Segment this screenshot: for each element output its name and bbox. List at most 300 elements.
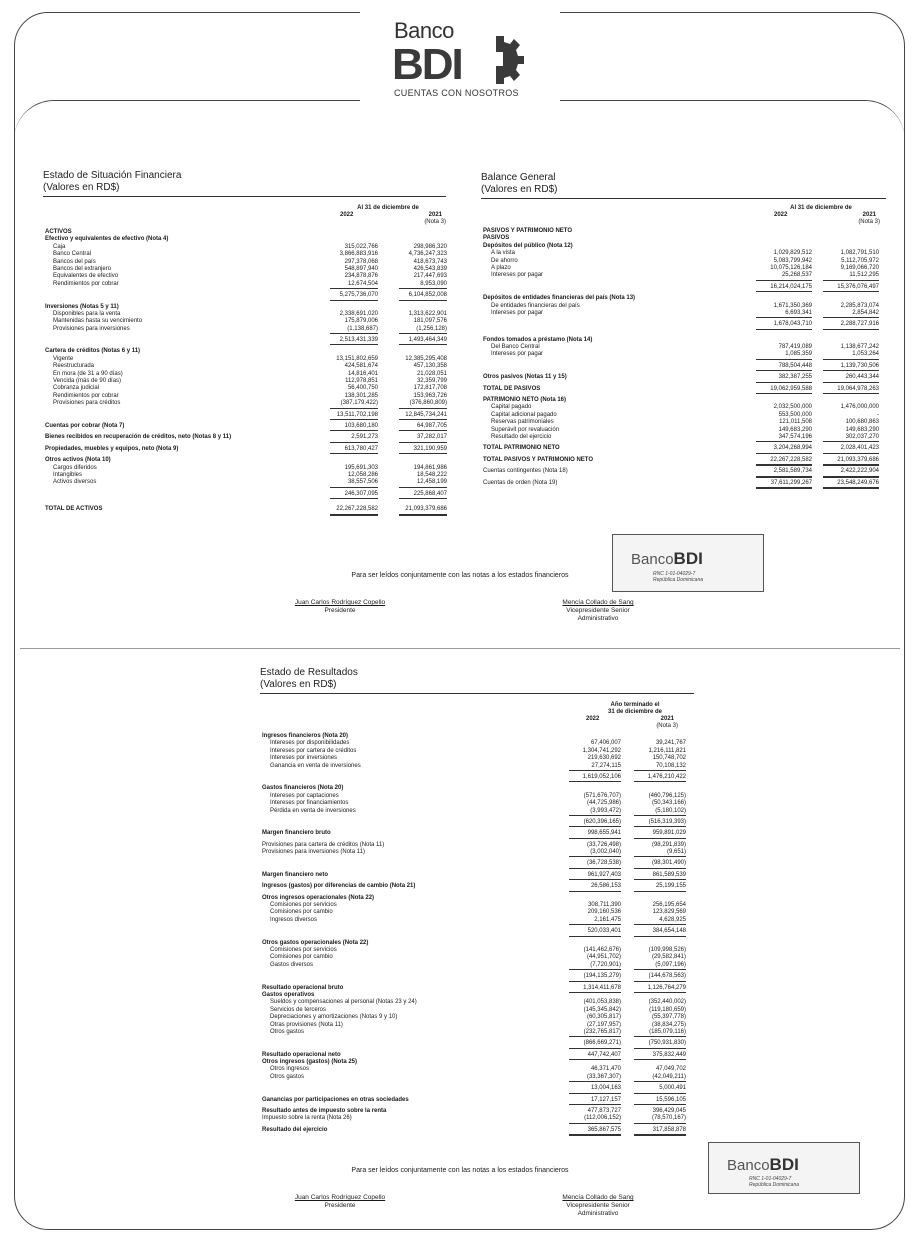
value-2021: 8,953,090 [399, 281, 447, 289]
stamp-rnc [653, 571, 703, 583]
value-2022: (33,726,498) [586, 841, 621, 848]
row-spacer [45, 498, 447, 506]
value-2021: 4,628,925 [634, 917, 686, 925]
table-row [45, 472, 447, 479]
table-row [483, 337, 882, 344]
value-2021: 2,028,401,423 [823, 445, 879, 453]
value-2021: 1,313,622,901 [408, 310, 447, 317]
row-label: Depósitos del público (Nota 12) [483, 242, 573, 249]
value-2022: 14,816,401 [347, 370, 378, 377]
row-label: Depósitos de entidades financieras del país (Nota 13) [483, 295, 636, 302]
signer-title: Presidente [324, 1202, 356, 1209]
value-2022: 17,127,157 [569, 1097, 621, 1105]
row-label: Impuesto sobre la renta (Nota 26) [262, 1115, 352, 1122]
table-row [262, 1052, 694, 1059]
value-2022: 1,085,359 [756, 351, 812, 359]
value-2022: (387,179,422) [330, 400, 378, 408]
value-2021: (50,343,166) [651, 800, 686, 807]
stamp-rnc-number: RNC 1-01-04029-7 [653, 571, 696, 577]
table-row [262, 962, 694, 969]
table-row [262, 1007, 694, 1014]
table-row [262, 1014, 694, 1021]
value-2022: 112,978,851 [345, 378, 378, 385]
value-2021: (185,079,116) [634, 1029, 686, 1037]
value-2022: 22,267,228,582 [330, 506, 378, 515]
signer-title-2: Administrativo [577, 615, 619, 622]
row-label: A la vista [491, 250, 516, 257]
table-row [262, 940, 694, 947]
value-2021: 4,736,247,323 [408, 251, 447, 258]
row-label: Intereses por pagar [491, 351, 544, 358]
row-label: A plazo [491, 264, 511, 271]
value-2021: 15,376,076,497 [823, 284, 879, 292]
table-row [262, 1108, 694, 1115]
signer-name: Mencía Collado de Sang [562, 1194, 634, 1201]
value-2022: 961,927,403 [569, 872, 621, 880]
row-label: Resultado del ejercicio [491, 433, 552, 440]
value-2021: 861,589,539 [634, 872, 686, 880]
logo-bdi-text: BDI [392, 40, 462, 89]
value-2022: (1,138,687) [330, 326, 378, 334]
table-row [483, 434, 882, 441]
table-row [262, 830, 694, 837]
table-row [483, 250, 882, 257]
row-label: Cobranza judicial [53, 385, 100, 392]
liabilities-date-header: Al 31 de diciembre de [790, 205, 852, 211]
value-2022: 2,161,475 [569, 917, 621, 925]
stamp-logo-text [631, 549, 703, 569]
bank-stamp [708, 1142, 860, 1194]
value-2021: (144,678,563) [634, 973, 686, 981]
row-label: Otros gastos operacionales (Nota 22) [262, 939, 369, 946]
table-row [262, 1085, 694, 1092]
value-2022: 219,630,692 [587, 755, 621, 762]
value-2021: 70,108,132 [634, 763, 686, 771]
value-2022: 447,742,407 [569, 1052, 621, 1060]
table-row [45, 446, 447, 453]
table-row [483, 265, 882, 272]
row-label: Fondos tomados a préstamo (Nota 14) [483, 336, 593, 343]
row-label: Otros ingresos operacionales (Nota 22) [262, 894, 375, 901]
value-2022: 477,873,727 [587, 1108, 621, 1115]
value-2022: 382,387,255 [756, 374, 812, 382]
value-2021: 172,817,708 [413, 385, 447, 392]
table-row [262, 800, 694, 807]
row-label: Propiedades, muebles y equipos, neto (Nota 9) [45, 445, 179, 452]
value-2022: 548,897,940 [344, 265, 378, 272]
value-2021: (98,301,490) [634, 860, 686, 868]
value-2021: 426,543,839 [413, 265, 447, 272]
table-row [483, 284, 882, 291]
table-row [262, 733, 694, 740]
table-row [45, 273, 447, 280]
table-row [262, 872, 694, 879]
table-row [483, 235, 882, 242]
value-2022: (3,993,472) [569, 808, 621, 816]
row-label: Ingresos financieros (Nota 20) [262, 733, 349, 739]
assets-title: Estado de Situación Financiera [43, 170, 182, 181]
row-label: Provisiones para cartera de créditos (Nota 11) [262, 841, 385, 848]
table-row [45, 292, 447, 299]
income-header-line2: 31 de diciembre de [607, 709, 663, 715]
table-row [483, 243, 882, 250]
table-row [262, 1040, 694, 1047]
value-2021: 150,748,702 [652, 755, 686, 762]
table-row [45, 491, 447, 498]
row-label: Caja [53, 243, 66, 250]
table-row [45, 393, 447, 400]
table-row [262, 1022, 694, 1029]
value-2022: 1,304,741,292 [582, 747, 621, 754]
section-divider [20, 648, 900, 649]
row-label: Vigente [53, 355, 74, 362]
table-row [483, 344, 882, 351]
row-label: Pérdida en venta de inversiones [270, 807, 356, 814]
row-label: Intereses por cartera de créditos [270, 747, 357, 754]
logo-tagline: CUENTAS CON NOSOTROS [394, 88, 519, 98]
table-row [45, 281, 447, 288]
table-row [45, 304, 447, 311]
value-2021: (460,796,125) [648, 792, 686, 799]
income-subtitle: (Valores en RD$) [260, 679, 337, 690]
value-2021: 1,053,264 [823, 351, 879, 359]
table-row [483, 374, 882, 381]
row-label: ACTIVOS [45, 229, 72, 235]
row-label: Otros activos (Nota 10) [45, 457, 111, 464]
stamp-banco: Banco [631, 551, 674, 568]
table-row [262, 947, 694, 954]
stamp-bdi: BDI [673, 549, 703, 568]
value-2022: (571,676,707) [583, 792, 621, 799]
row-label: Ganancias por participaciones en otras sociedades [262, 1096, 409, 1103]
value-2021: 384,654,148 [634, 928, 686, 936]
row-label: Intangibles [53, 471, 83, 478]
value-2021: 418,673,743 [413, 258, 447, 265]
stamp-rnc [749, 1176, 799, 1188]
value-2021: 217,447,693 [413, 273, 447, 280]
row-label: TOTAL PATRIMONIO NETO [483, 445, 560, 452]
table-row [262, 1029, 694, 1036]
table-row [483, 363, 882, 370]
signer-title: Vicepresidente Senior [566, 1202, 630, 1209]
value-2022: 365,867,575 [569, 1127, 621, 1136]
gear-icon [482, 34, 526, 84]
row-label: Provisiones para inversiones [53, 325, 130, 332]
row-label: Comisiones por servicios [270, 946, 337, 953]
value-2021: - [877, 411, 879, 418]
value-2022: 19,062,959,588 [756, 386, 812, 394]
row-label: Intereses por disponibilidades [270, 740, 350, 747]
value-2021: 2,422,222,904 [823, 468, 879, 477]
table-row [45, 434, 447, 441]
value-2022: 103,680,180 [330, 423, 378, 431]
assets-year-note: (Nota 3) [424, 219, 446, 225]
table-row [483, 419, 882, 426]
value-2021: 302,037,270 [823, 434, 879, 442]
value-2022: (27,197,957) [586, 1021, 621, 1028]
value-2021: (516,319,393) [634, 819, 686, 827]
value-2022: 1,678,043,710 [756, 321, 812, 329]
value-2022: (112,006,152) [569, 1115, 621, 1123]
table-row [45, 378, 447, 385]
table-row [262, 917, 694, 924]
value-2022: 26,586,153 [569, 883, 621, 891]
value-2022: 38,557,506 [330, 479, 378, 487]
signer-name: Juan Carlos Rodríguez Copello [294, 599, 386, 606]
value-2022: (60,305,817) [586, 1014, 621, 1021]
row-label: Cuentas por cobrar (Nota 7) [45, 422, 125, 429]
stamp-bdi: BDI [769, 1155, 799, 1174]
value-2021: 1,126,764,279 [634, 985, 686, 993]
value-2022: 22,267,228,582 [756, 457, 812, 466]
value-2022: 315,022,766 [344, 243, 378, 250]
table-row [483, 351, 882, 358]
value-2021: 2,854,842 [823, 310, 879, 318]
table-row [45, 266, 447, 273]
table-row [262, 785, 694, 792]
value-2022: 175,879,006 [344, 318, 378, 325]
value-2021: (9,651) [634, 849, 686, 857]
value-2022: 998,655,941 [569, 830, 621, 838]
value-2022: 2,032,500,000 [773, 404, 812, 411]
table-row [45, 423, 447, 430]
value-2021: 1,082,791,510 [840, 250, 879, 257]
liabilities-title: Balance General [481, 172, 556, 183]
value-2021: 153,963,726 [413, 392, 447, 399]
value-2022: 2,591,273 [330, 434, 378, 442]
signer-title: Presidente [324, 607, 356, 614]
row-label: En mora (de 31 a 90 días) [53, 370, 123, 377]
row-label: Vencida (más de 90 días) [53, 378, 122, 385]
value-2022: 209,160,536 [587, 909, 621, 916]
row-label: De entidades financieras del país [491, 302, 580, 309]
row-label: Banco Central [53, 251, 92, 258]
value-2022: 3,866,883,916 [339, 251, 378, 258]
table-row [45, 236, 447, 243]
value-2021: 47,049,702 [655, 1066, 686, 1073]
table-row [262, 973, 694, 980]
stamp-country: República Dominicana [653, 577, 704, 583]
value-2022: 5,083,799,942 [773, 257, 812, 264]
value-2022: 56,400,750 [347, 385, 378, 392]
row-label: Cargos diferidos [53, 464, 97, 471]
signature-left-top [270, 599, 410, 615]
value-2021: 298,986,320 [413, 243, 447, 250]
value-2021: 19,064,978,263 [823, 386, 879, 394]
table-row [262, 883, 694, 890]
value-2021: 25,199,155 [634, 883, 686, 891]
liabilities-year-2022: 2022 [774, 212, 788, 218]
row-label: Comisiones por cambio [270, 954, 333, 961]
row-label: Gastos financieros (Nota 20) [262, 785, 344, 792]
row-label: Bancos del país [53, 258, 96, 265]
row-label: Cuentas contingentes (Nota 18) [483, 468, 568, 475]
value-2021: 15,596,105 [634, 1097, 686, 1105]
value-2022: 67,406,007 [590, 740, 621, 747]
table-row [262, 902, 694, 909]
liabilities-year-note: (Nota 3) [858, 219, 880, 225]
value-2021: (38,834,275) [651, 1021, 686, 1028]
value-2022: 613,780,427 [330, 446, 378, 454]
row-label: Efectivo y equivalentes de efectivo (Nota 4) [45, 236, 169, 243]
table-row [262, 1066, 694, 1073]
signature-right-top [528, 599, 668, 623]
value-2022: (3,002,040) [569, 849, 621, 857]
table-row [45, 412, 447, 419]
row-label: Disponibles para la venta [53, 310, 121, 317]
income-year-note: (Nota 3) [656, 723, 678, 729]
table-row [45, 337, 447, 344]
row-label: PATRIMONIO NETO (Nota 16) [483, 397, 567, 404]
value-2021: 64,987,705 [399, 423, 447, 431]
value-2021: 21,093,379,686 [823, 457, 879, 466]
value-2022: 25,268,537 [756, 272, 812, 280]
title-rule [260, 693, 694, 694]
row-label: Capital pagado [491, 404, 532, 411]
row-label: Intereses por financiamientos [270, 800, 349, 807]
row-label: Gastos operativos [262, 991, 315, 998]
value-2021: 23,548,249,676 [823, 480, 879, 489]
value-2022: 10,075,126,184 [770, 264, 812, 271]
table-row [45, 311, 447, 318]
value-2021: (376,860,809) [399, 400, 447, 408]
liabilities-year-2021: 2021 [862, 212, 876, 218]
signer-title-2: Administrativo [577, 1210, 619, 1217]
value-2021: 37,282,017 [399, 434, 447, 442]
value-2021: 317,858,878 [634, 1127, 686, 1136]
value-2021: 9,169,066,720 [840, 264, 879, 271]
table-row [262, 928, 694, 935]
table-row [483, 228, 882, 235]
value-2022: 37,611,299,267 [756, 480, 812, 489]
row-label: Comisiones por cambio [270, 909, 333, 916]
liabilities-title-block [481, 172, 886, 199]
value-2022: 27,274,115 [569, 763, 621, 771]
table-row [262, 793, 694, 800]
title-rule [481, 198, 886, 199]
table-row [262, 849, 694, 856]
table-row [262, 740, 694, 747]
table-row [262, 985, 694, 992]
row-label: Ganancia en venta de inversiones [270, 762, 361, 769]
row-label: Comisiones por servicios [270, 902, 337, 909]
row-label: Gastos diversos [270, 961, 314, 968]
stamp-banco: Banco [727, 1157, 770, 1174]
value-2021: 321,190,959 [399, 446, 447, 454]
signer-title: Vicepresidente Senior [566, 607, 630, 614]
table-row [262, 992, 694, 999]
row-label: Provisiones para inversiones (Nota 11) [262, 849, 365, 856]
row-label: Bancos del extranjero [53, 265, 112, 272]
assets-date-header: Al 31 de diciembre de [357, 205, 419, 211]
table-row [483, 310, 882, 317]
value-2022: 13,511,702,198 [330, 412, 378, 420]
value-2022: 12,058,286 [347, 471, 378, 478]
table-row [262, 755, 694, 762]
table-row [45, 506, 447, 513]
table-row [45, 259, 447, 266]
value-2021: 6,104,852,008 [399, 292, 447, 300]
table-row [483, 457, 882, 464]
value-2021: 32,359,799 [416, 378, 447, 385]
table-row [483, 321, 882, 328]
assets-year-2021: 2021 [428, 212, 442, 218]
value-2022: 1,314,411,678 [569, 985, 621, 993]
table-row [262, 860, 694, 867]
value-2021: 1,138,677,242 [840, 344, 879, 351]
row-label: Otros ingresos (gastos) (Nota 25) [262, 1059, 358, 1066]
value-2021: 12,385,295,408 [405, 355, 447, 362]
value-2022: (44,951,702) [586, 954, 621, 961]
value-2022: 121,011,508 [779, 419, 812, 426]
table-row [483, 404, 882, 411]
table-row [262, 819, 694, 826]
table-row [483, 427, 882, 434]
row-label: Otros gastos [270, 1028, 305, 1035]
row-label: Rendimientos por cobrar [53, 392, 119, 399]
value-2022: (232,765,817) [569, 1029, 621, 1037]
value-2022: 1,029,829,512 [773, 250, 812, 257]
value-2022: 553,500,000 [778, 411, 812, 418]
value-2022: 46,371,470 [590, 1066, 621, 1073]
row-label: Otras provisiones (Nota 11) [270, 1021, 343, 1028]
value-2022: 3,204,268,994 [756, 445, 812, 453]
table-row [483, 412, 882, 419]
table-row [483, 258, 882, 265]
row-label: Resultado operacional neto [262, 1051, 341, 1058]
value-2021: 12,845,734,241 [399, 412, 447, 420]
value-2021: (5,180,102) [634, 808, 686, 816]
value-2022: (401,053,838) [583, 999, 621, 1006]
row-label: Intereses por pagar [491, 309, 544, 316]
assets-column-header [330, 205, 446, 226]
title-rule [43, 196, 446, 197]
row-label: TOTAL PASIVOS Y PATRIMONIO NETO [483, 456, 594, 463]
value-2021: 11,512,295 [823, 272, 879, 280]
value-2022: 2,581,589,734 [756, 468, 812, 477]
table-row [262, 1115, 694, 1122]
row-label: Del Banco Central [491, 344, 540, 351]
row-label: PASIVOS [483, 235, 510, 242]
value-2022: 12,674,504 [330, 281, 378, 289]
value-2021: 1,493,464,349 [399, 337, 447, 345]
value-2021: 18,548,222 [416, 471, 447, 478]
table-row [483, 468, 882, 475]
row-label: Ingresos diversos [270, 916, 318, 923]
value-2021: (5,097,196) [634, 962, 686, 970]
stamp-logo-text [727, 1155, 799, 1175]
table-row [45, 244, 447, 251]
value-2021: 1,216,111,821 [648, 747, 686, 754]
value-2021: (750,931,830) [634, 1040, 686, 1048]
value-2022: 520,033,401 [569, 928, 621, 936]
row-label: Sueldos y compensaciones al personal (Notas 23 y 24) [270, 999, 417, 1006]
value-2022: (36,728,538) [569, 860, 621, 868]
value-2021: (42,049,211) [634, 1074, 686, 1082]
income-table [262, 733, 694, 1134]
stamp-country: República Dominicana [749, 1182, 800, 1188]
assets-title-block [43, 170, 446, 197]
table-row [483, 445, 882, 452]
income-title: Estado de Resultados [260, 667, 358, 678]
value-2022: (145,345,842) [583, 1006, 621, 1013]
value-2021: 225,868,407 [399, 491, 447, 499]
table-row [483, 272, 882, 279]
value-2021: 457,130,358 [413, 363, 447, 370]
row-label: TOTAL DE ACTIVOS [45, 506, 103, 513]
value-2021: 375,832,449 [634, 1052, 686, 1060]
table-row [483, 480, 882, 487]
